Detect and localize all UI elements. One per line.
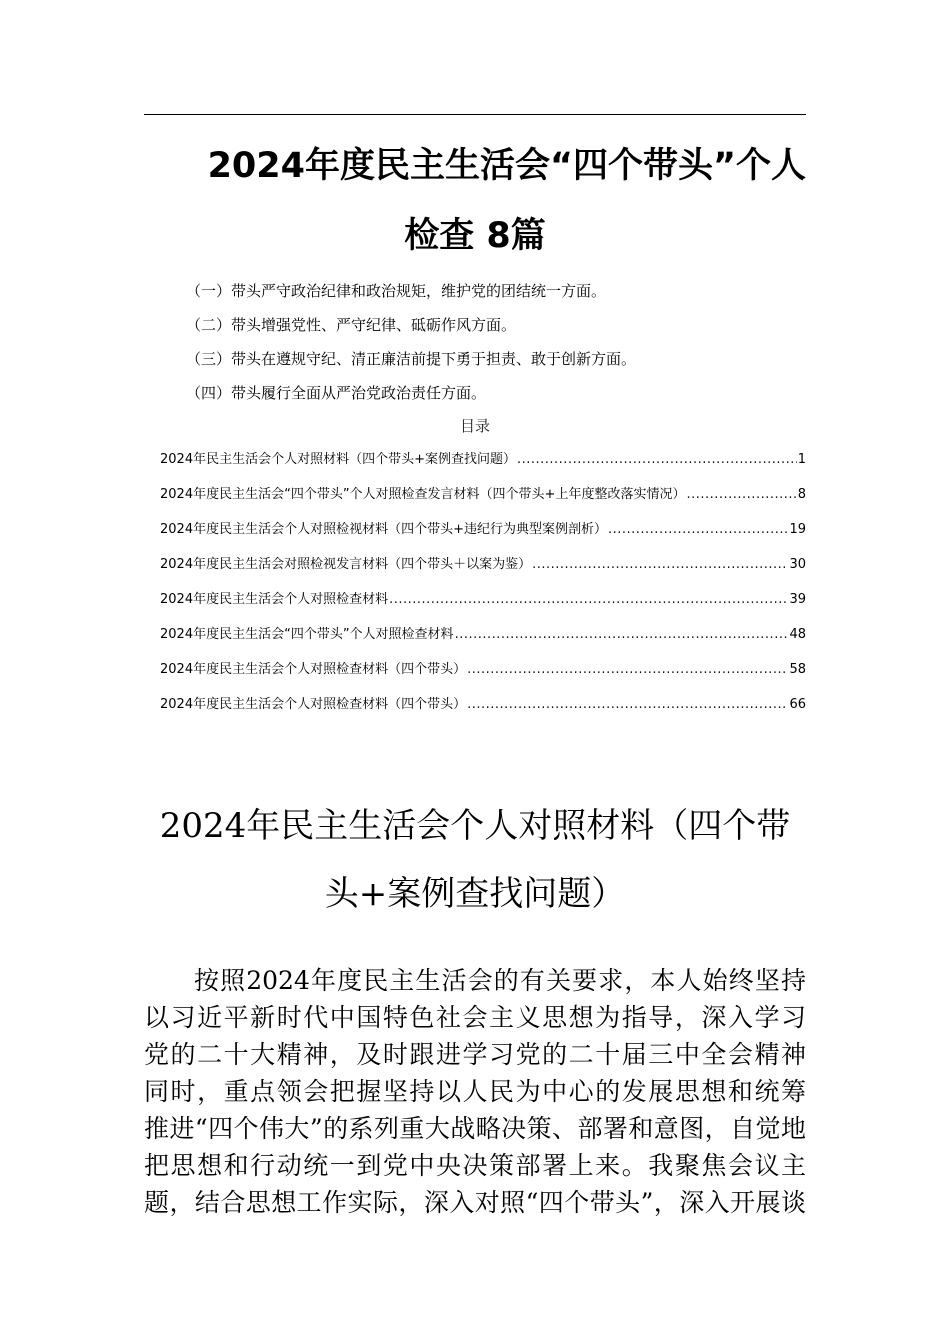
- key-point: （三）带头在遵规守纪、清正廉洁前提下勇于担责、敢于创新方面。: [186, 350, 637, 368]
- body-line: 题，结合思想工作实际，深入对照“四个带头”，深入开展谈: [144, 1188, 806, 1217]
- toc-entry-page: 48: [789, 627, 806, 642]
- toc-entry-title: 2024年度民主生活会个人对照检视材料（四个带头+违纪行为典型案例剖析）: [160, 522, 607, 537]
- toc-leader-dots: [467, 658, 788, 682]
- document-title-line-2: 检查 8篇: [404, 216, 546, 256]
- header-rule: [144, 114, 806, 115]
- toc-entry[interactable]: [160, 483, 806, 518]
- key-point: （四）带头履行全面从严治党政治责任方面。: [186, 384, 487, 402]
- body-line: 推进“四个伟大”的系列重大战略决策、部署和意图，自觉地: [144, 1114, 806, 1143]
- document-title-line-1: 2024年度民主生活会“四个带头”个人: [207, 146, 806, 186]
- toc-entry-page: 58: [789, 662, 806, 677]
- toc-entry[interactable]: [160, 518, 806, 553]
- key-points-list: [186, 274, 636, 410]
- toc-entry[interactable]: [160, 693, 806, 728]
- body-line: 以习近平新时代中国特色社会主义思想为指导，深入学习: [144, 1003, 806, 1032]
- toc-entry[interactable]: [160, 448, 806, 483]
- table-of-contents: [160, 448, 806, 728]
- toc-entry-title: 2024年度民主生活会个人对照检查材料（四个带头）: [160, 697, 467, 712]
- toc-entry-page: 30: [789, 557, 806, 572]
- toc-entry-page: 1: [797, 452, 806, 467]
- body-line: 把思想和行动统一到党中央决策部署上来。我聚焦会议主: [144, 1151, 806, 1180]
- toc-entry[interactable]: [160, 658, 806, 693]
- key-point: （一）带头严守政治纪律和政治规矩，维护党的团结统一方面。: [186, 282, 607, 300]
- toc-entry-page: 19: [789, 522, 806, 537]
- toc-entry-page: 8: [797, 487, 806, 502]
- body-line: 按照2024年度民主生活会的有关要求，本人始终坚持: [194, 966, 806, 995]
- key-point: （二）带头增强党性、严守纪律、砥砺作风方面。: [186, 316, 517, 334]
- toc-leader-dots: [455, 623, 789, 647]
- toc-entry-title: 2024年度民主生活会个人对照检查材料（四个带头）: [160, 662, 467, 677]
- toc-entry-page: 39: [789, 592, 806, 607]
- toc-entry-title: 2024年度民主生活会对照检视发言材料（四个带头＋以案为鉴）: [160, 557, 532, 572]
- toc-entry-title: 2024年民主生活会个人对照材料（四个带头+案例查找问题）: [160, 452, 516, 467]
- toc-entry-title: 2024年度民主生活会“四个带头”个人对照检查发言材料（四个带头+上年度整改落实情况）: [160, 487, 686, 502]
- toc-leader-dots: [608, 518, 788, 542]
- body-line: 同时，重点领会把握坚持以人民为中心的发展思想和统筹: [144, 1077, 806, 1106]
- toc-leader-dots: [686, 483, 796, 507]
- toc-entry[interactable]: [160, 623, 806, 658]
- toc-leader-dots: [517, 448, 797, 472]
- toc-leader-dots: [532, 553, 788, 577]
- toc-entry-title: 2024年度民主生活会“四个带头”个人对照检查材料: [160, 627, 454, 642]
- section-title-line-1: 2024年民主生活会个人对照材料（四个带: [159, 806, 791, 846]
- toc-entry-title: 2024年度民主生活会个人对照检查材料: [160, 592, 389, 607]
- toc-entry-page: 66: [789, 697, 806, 712]
- toc-leader-dots: [467, 693, 788, 717]
- toc-leader-dots: [389, 588, 788, 612]
- body-line: 党的二十大精神，及时跟进学习党的二十届三中全会精神: [144, 1040, 806, 1069]
- section-title-line-2: 头+案例查找问题）: [324, 874, 626, 914]
- body-paragraph: [144, 962, 806, 1221]
- toc-entry[interactable]: [160, 588, 806, 623]
- toc-heading: 目录: [459, 417, 490, 435]
- toc-entry[interactable]: [160, 553, 806, 588]
